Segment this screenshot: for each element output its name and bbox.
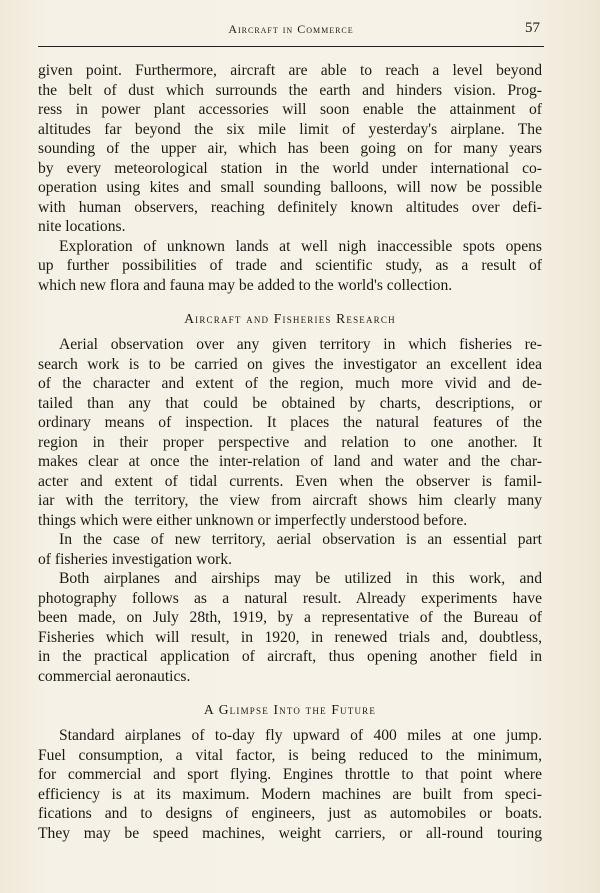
text-line: makes clear at once the inter-relation of land and water and the char- [38, 453, 542, 470]
text-line: Exploration of unknown lands at well nigh inaccessible spots opens [59, 237, 542, 255]
text-line: the belt of dust which surrounds the earth and hinders vision. Prog- [38, 81, 542, 99]
section-heading: A Glimpse Into the Future [203, 702, 377, 717]
text-line: fications and to designs of engineers, just as automobiles or boats. [38, 805, 542, 822]
text-line: ordinary means of inspection. It places the natural features of the [38, 414, 542, 431]
header-rule [38, 46, 544, 47]
paragraph [38, 335, 542, 530]
text-line: acter and extent of tidal currents. Even when the observer is famil- [38, 472, 542, 490]
text-line: In the case of new territory, aerial observation is an essential part [59, 531, 542, 548]
text-line: given point. Furthermore, aircraft are able to reach a level beyond [38, 62, 542, 79]
text-line: which new flora and fauna may be added to the world's collection. [38, 276, 453, 294]
paragraph [38, 530, 542, 569]
text-line: Fuel consumption, a vital factor, is being reduced to the minimum, [38, 746, 542, 764]
text-line: with human observers, reaching definitely known altitudes over defi- [38, 198, 542, 216]
text-line: search work is to be carried on gives the investigator an excellent idea [38, 355, 542, 373]
paragraph [38, 726, 542, 843]
text-line: nite locations. [38, 218, 126, 235]
text-line: altitudes far beyond the six mile limit of yesterday's airplane. The [38, 120, 542, 138]
text-line: up further possibilities of trade and scientific study, as a result of [38, 257, 542, 274]
text-line: Standard airplanes of to-day fly upward of 400 miles at one jump. [59, 727, 542, 744]
text-line: They may be speed machines, weight carriers, or all-round touring [38, 824, 542, 842]
text-line: operation using kites and small sounding balloons, will now be possible [38, 179, 542, 196]
text-line: been made, on July 28th, 1919, by a representative of the Bureau of [38, 609, 542, 626]
text-line: efficiency is at its maximum. Modern machines are built from speci- [38, 785, 542, 803]
text-line: ress in power plant accessories will soon enable the attainment of [38, 101, 542, 118]
text-line: Fisheries which will result, in 1920, in renewed trials and, doubtless, [38, 628, 542, 646]
paragraph [38, 61, 542, 237]
text-line: of the character and extent of the region, much more vivid and de- [38, 375, 542, 392]
text-line: for commercial and sport flying. Engines throttle to that point where [38, 766, 542, 783]
text-line: Aerial observation over any given territory in which fisheries re- [59, 336, 542, 353]
text-line: of fisheries investigation work. [38, 550, 233, 568]
text-line: iar with the territory, the view from aircraft shows him clearly many [38, 492, 542, 509]
text-line: by every meteorological station in the world under international co- [38, 159, 542, 177]
running-head [38, 20, 544, 42]
text-line: Both airplanes and airships may be utilized in this work, and [59, 570, 542, 587]
paragraph [38, 237, 542, 296]
running-title: Aircraft in Commerce [228, 22, 354, 36]
body-text [38, 61, 542, 843]
text-line: photography follows as a natural result. Already experiments have [38, 589, 542, 607]
text-line: region in their proper perspective and relation to one another. It [38, 433, 542, 451]
page-number: 57 [525, 20, 540, 36]
text-line: tailed than any that could be obtained by charts, descriptions, or [38, 394, 542, 412]
text-line: commercial aeronautics. [38, 667, 191, 685]
text-line: in the practical application of aircraft, thus opening another field in [38, 648, 542, 665]
paragraph [38, 569, 542, 686]
section-heading: Aircraft and Fisheries Research [184, 311, 396, 326]
text-line: things which were either unknown or imperfectly understood before. [38, 511, 468, 529]
text-line: sounding of the upper air, which has been going on for many years [38, 140, 542, 157]
